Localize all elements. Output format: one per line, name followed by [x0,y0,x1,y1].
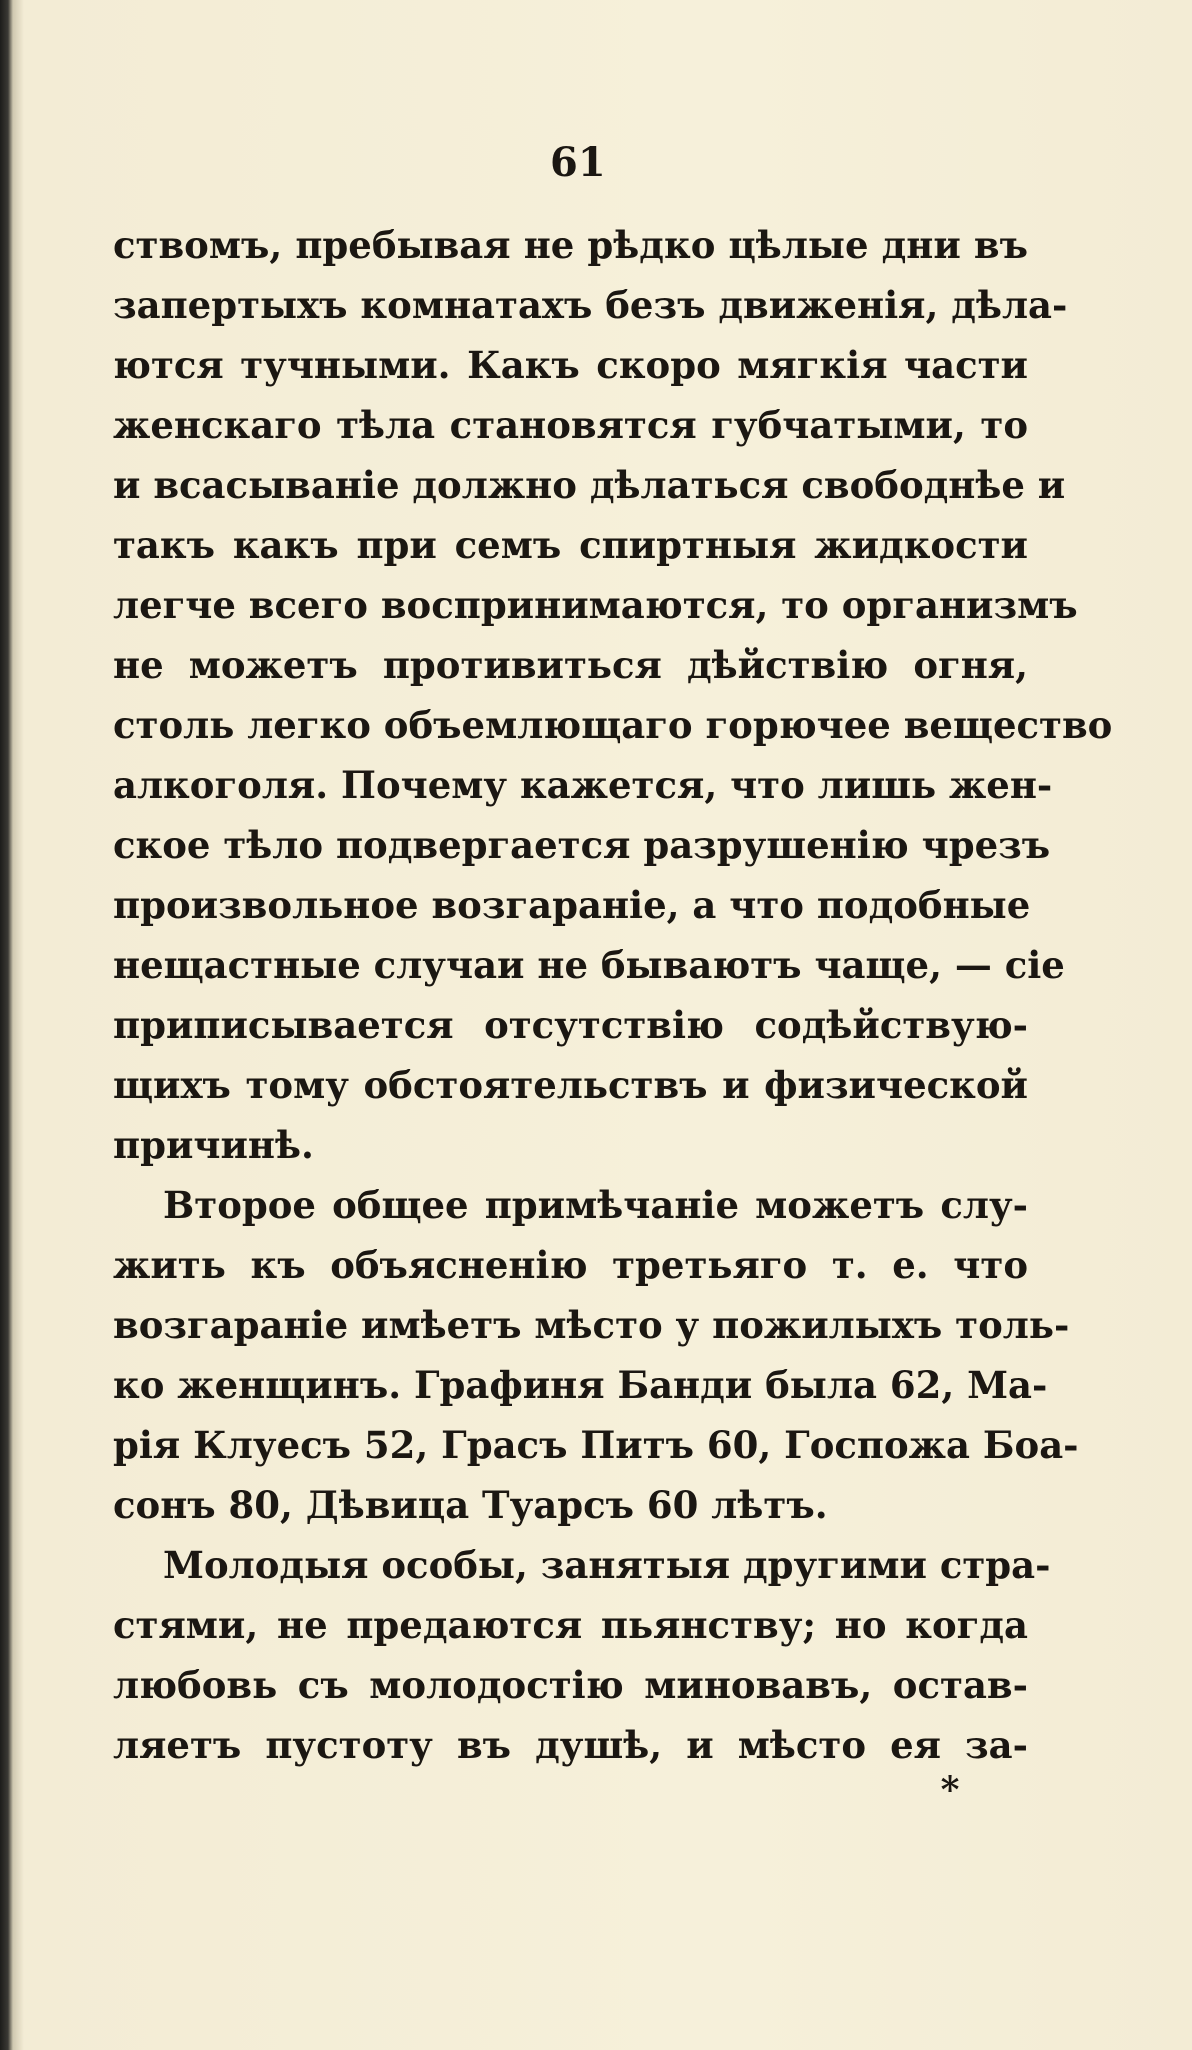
text-line: легче всего воспринимаются, то организмъ [113,583,1078,627]
text-line: ляетъ пустоту въ душѣ, и мѣсто ея за- [113,1723,1028,1767]
text-line: не можетъ противиться дѣйствію огня, [113,643,1028,687]
text-line: столь легко объемлющаго горючее вещество [113,703,1113,747]
text-line-paragraph-start: Второе общее примѣчаніе можетъ слу- [163,1183,1028,1227]
text-line: женскаго тѣла становятся губчатыми, то [113,403,1028,447]
text-line: стями, не предаются пьянству; но когда [113,1603,1028,1647]
text-line: произвольное возгараніе, а что подобные [113,883,1031,927]
text-line: запертыхъ комнатахъ безъ движенія, дѣла- [113,283,1068,327]
text-line: сонъ 80, Дѣвица Туарсъ 60 лѣтъ. [113,1483,828,1527]
text-line: ское тѣло подвергается разрушенію чрезъ [113,823,1051,867]
text-line: возгараніе имѣетъ мѣсто у пожилыхъ толь- [113,1303,1070,1347]
text-line-paragraph-start: Молодыя особы, занятыя другими стра- [163,1543,1051,1587]
text-line: рія Клуесъ 52, Грасъ Питъ 60, Госпожа Боа- [113,1423,1079,1467]
text-line: щихъ тому обстоятельствъ и физической [113,1063,1028,1107]
signature-mark: * [940,1769,960,1811]
text-line: приписывается отсутствію содѣйствую- [113,1003,1028,1047]
text-line: ко женщинъ. Графиня Банди была 62, Ма- [113,1363,1048,1407]
page-number: 61 [550,139,606,186]
text-line: ствомъ, пребывая не рѣдко цѣлые дни въ [113,223,1028,267]
text-line: и всасываніе должно дѣлаться свободнѣе и [113,463,1066,507]
text-line: ются тучными. Какъ скоро мягкія части [113,343,1028,387]
text-line: алкоголя. Почему кажется, что лишь жен- [113,763,1053,807]
text-line: причинѣ. [113,1123,314,1167]
body-text [113,215,1113,1775]
text-line: нещастные случаи не бываютъ чаще, — сіе [113,943,1065,987]
text-line: такъ какъ при семъ спиртныя жидкости [113,523,1028,567]
text-line: жить къ объясненію третьяго т. е. что [113,1243,1028,1287]
text-line: любовь съ молодостію миновавъ, остав- [113,1663,1028,1707]
